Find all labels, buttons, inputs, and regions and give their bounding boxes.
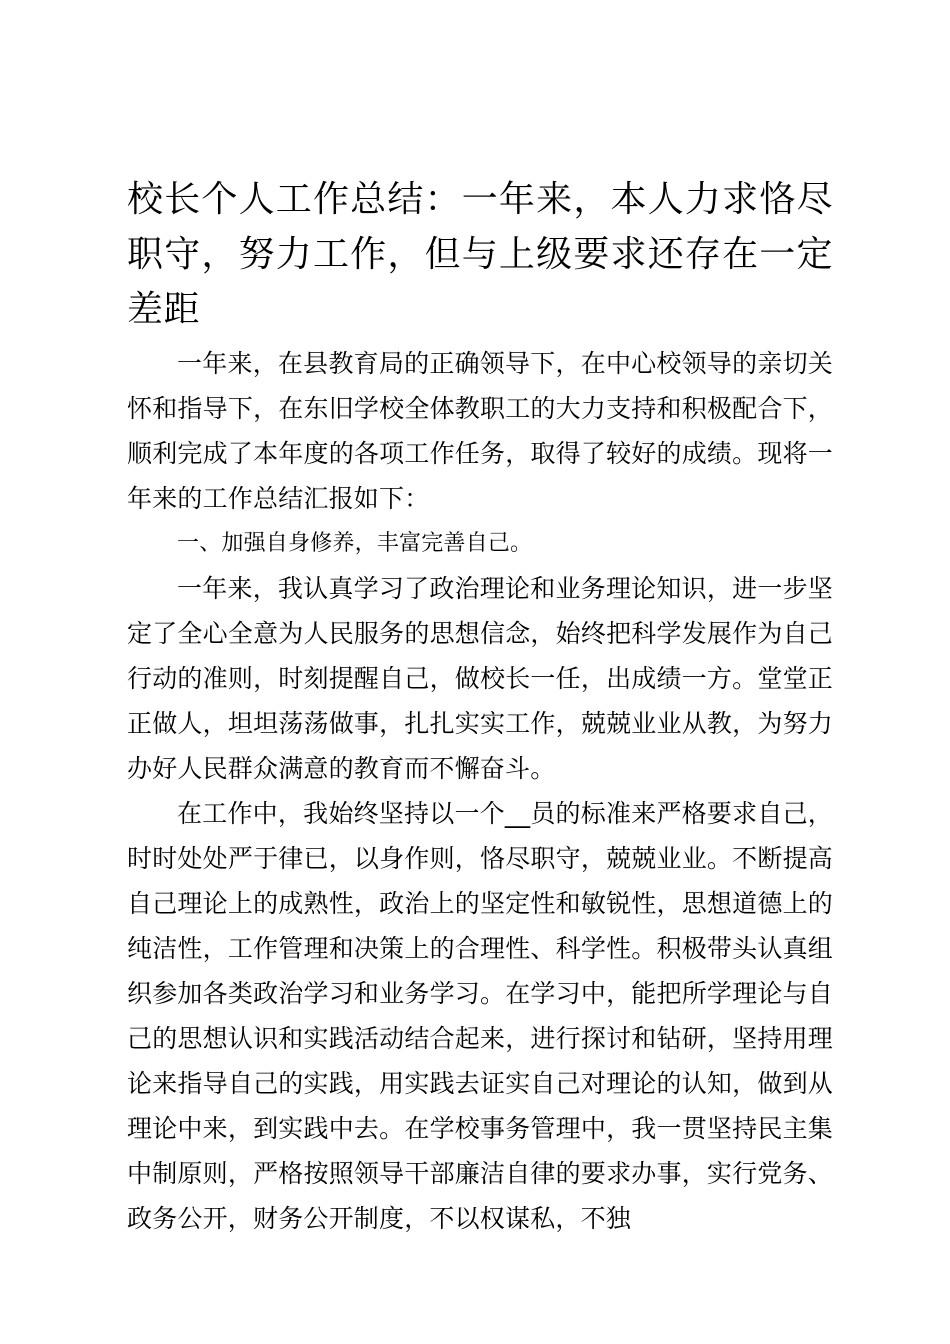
paragraph-work: 在工作中，我始终坚持以一个__员的标准来严格要求自己，时时处处严于律已，以身作则，恪尽职守，兢兢业业。不断提高自己理论上的成熟性，政治上的坚定性和敏锐性，思想道德上的纯洁性，工作管理和决策上的合理性、科学性。积极带头认真组织参加各类政治学习和业务学习。在学习中，能把所学理论与自己的思想认识和实践活动结合起来，进行探讨和钻研，坚持用理论来指导自己的实践，用实践去证实自己对理论的认知，做到从理论中来，到实践中去。在学校事务管理中，我一贯坚持民主集中制原则，严格按照领导干部廉洁自律的要求办事，实行党务、政务公开，财务公开制度，不以权谋私，不独 bbox=[127, 799, 833, 1233]
document-body bbox=[127, 341, 833, 1241]
paragraph-intro: 一年来，在县教育局的正确领导下，在中心校领导的亲切关怀和指导下，在东旧学校全体教职工的大力支持和积极配合下，顺利完成了本年度的各项工作任务，取得了较好的成绩。现将一年来的工作总结汇报如下： bbox=[127, 349, 833, 513]
document-title: 校长个人工作总结：一年来，本人力求恪尽职守，努力工作，但与上级要求还存在一定差距 bbox=[127, 179, 833, 330]
document-page bbox=[127, 172, 833, 1241]
paragraph-study: 一年来，我认真学习了政治理论和业务理论知识，进一步坚定了全心全意为人民服务的思想信念，始终把科学发展作为自己行动的准则，时刻提醒自己，做校长一任，出成绩一方。堂堂正正做人，坦坦荡荡做事，扎扎实实工作，兢兢业业从教，为努力办好人民群众满意的教育而不懈奋斗。 bbox=[127, 574, 833, 783]
section-heading-1: 一、加强自身修养，丰富完善自己。 bbox=[177, 531, 533, 556]
